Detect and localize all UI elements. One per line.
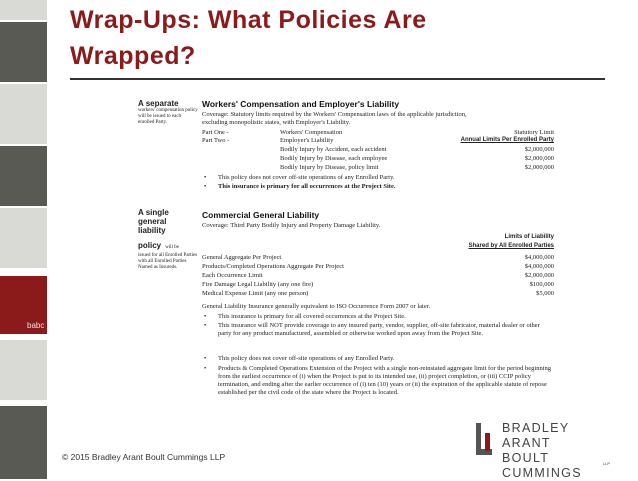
cgl-side-title-4: policy [138,241,162,250]
cgl-bullet-2: This insurance will NOT provide coverage to any insured party, vendor, supplier, off-site fabricator, material dealer or other party for any product manufactured, assembled or otherwise worked upon away from the Project Site. [218,322,540,337]
wc-annual-header: Annual Limits Per Enrolled Party [460,137,554,143]
cgl-side-inline: will be [165,245,179,250]
sidebar-block [0,208,47,268]
cgl-row-value: $100,000 [529,281,554,288]
slide-title [70,2,610,74]
cgl-bullet-4: Products & Completed Operations Extension of the Project with a single non-reinstated aggregate limit for the period beginning from the earliest occurrence of (i) when the Project is put to its intended use, (ii) project completion, or (iii) CCIP policy termination, and ending after the earlier occurrence of (i) ten (10) years or (ii) the expiration of the applicable statute of repose established per the civil code of the state where the Project is located. [218,365,552,396]
wc-side-text: workers' compensation policy will be issued to each enrolled Party. [138,108,198,125]
cgl-side-note [138,208,198,271]
wc-coverage-1: Coverage: Statutory limits required by the Workers' Compensation laws of the applicable jurisdiction, [202,111,467,118]
bullet-icon: • [204,365,207,372]
logo-line-2: BOULT CUMMINGS [502,451,582,480]
logo-line-1: BRADLEY ARANT [502,421,570,450]
wc-coverage-2: excluding monopolistic states, with Employer's Liability. [202,119,351,126]
title-line-2: Wrapped? [70,42,196,70]
cgl-row-value: $2,000,000 [524,272,554,279]
wc-side-title: A separate [138,99,179,108]
cgl-gli-text: General Liability Insurance generally equivalent to ISO Occurrence Form 2007 or later. [202,303,431,310]
title-divider [70,78,605,80]
wc-part-one-limit: Statutory Limit [514,129,554,136]
cgl-side-title-1: A single [138,208,169,217]
logo-llp: LLP [602,461,610,466]
wc-part-two-desc: Employer's Liability [280,137,334,144]
logo-text [502,421,614,481]
cgl-limits-header-1: Limits of Liability [504,234,554,240]
sidebar-block [0,340,47,400]
bullet-icon: • [204,355,207,362]
cgl-row-value: $4,000,000 [524,263,554,270]
cgl-bullet-3: This policy does not cover off-site operations of any Enrolled Party. [218,355,395,362]
wc-part-two-label: Part Two - [202,137,230,144]
cgl-row-value: $4,000,000 [524,254,554,261]
wc-part-one-desc: Workers' Compensation [280,129,343,136]
wc-bullet-2: This insurance is primary for all occurrences at the Project Site. [218,183,396,190]
copyright-footer: © 2015 Bradley Arant Boult Cummings LLP [62,452,226,462]
wc-heading: Workers' Compensation and Employer's Liability [202,99,400,109]
wc-part-one-label: Part One - [202,129,229,136]
title-line-1: Wrap-Ups: What Policies Are [70,6,427,34]
cgl-side-text: issued for all Enrolled Parties with all Enrolled Parties Named as Insureds. [138,253,198,270]
wc-side-note [138,99,198,126]
cgl-row-value: $5,000 [536,290,554,297]
cgl-row-label: Fire Damage Legal Liability (any one fire) [202,281,314,288]
wc-bullet-1: This policy does not cover off-site operations of any Enrolled Party. [218,174,395,181]
sidebar-block [0,22,47,82]
wc-bi-1-value: $2,000,000 [524,146,554,153]
cgl-side-title-3: liability [138,226,166,235]
cgl-row-label: General Aggregate Per Project [202,254,282,261]
cgl-coverage: Coverage: Third Party Bodily Injury and Property Damage Liability. [202,222,381,229]
bullet-icon: • [204,313,207,320]
cgl-bullet-1: This insurance is primary for all covered occurrences at the Project Site. [218,313,406,320]
cgl-heading: Commercial General Liability [202,210,320,220]
wc-bi-2-value: $2,000,000 [524,155,554,162]
sidebar-block [0,84,47,144]
sidebar-decoration [0,0,47,479]
wc-bi-3: Bodily Injury by Disease, policy limit [280,164,379,171]
cgl-limits-header-2: Shared by All Enrolled Parties [468,243,554,249]
cgl-row-label: Products/Completed Operations Aggregate Per Project [202,263,344,270]
sidebar-label: babc [27,321,45,330]
wc-bi-1: Bodily Injury by Accident, each accident [280,146,387,153]
sidebar-block [0,146,47,206]
company-logo [474,419,614,480]
cgl-side-title-2: general [138,217,167,226]
sidebar-block [0,406,47,479]
bullet-icon: • [204,174,207,181]
bullet-icon: • [204,183,207,190]
bullet-icon: • [204,322,207,329]
wc-bi-3-value: $2,000,000 [524,164,554,171]
sidebar-block [0,0,47,20]
cgl-row-label: Medical Expense Limit (any one person) [202,290,309,297]
cgl-row-label: Each Occurrence Limit [202,272,263,279]
logo-mark-icon [474,419,494,459]
wc-bi-2: Bodily Injury by Disease, each employee [280,155,388,162]
